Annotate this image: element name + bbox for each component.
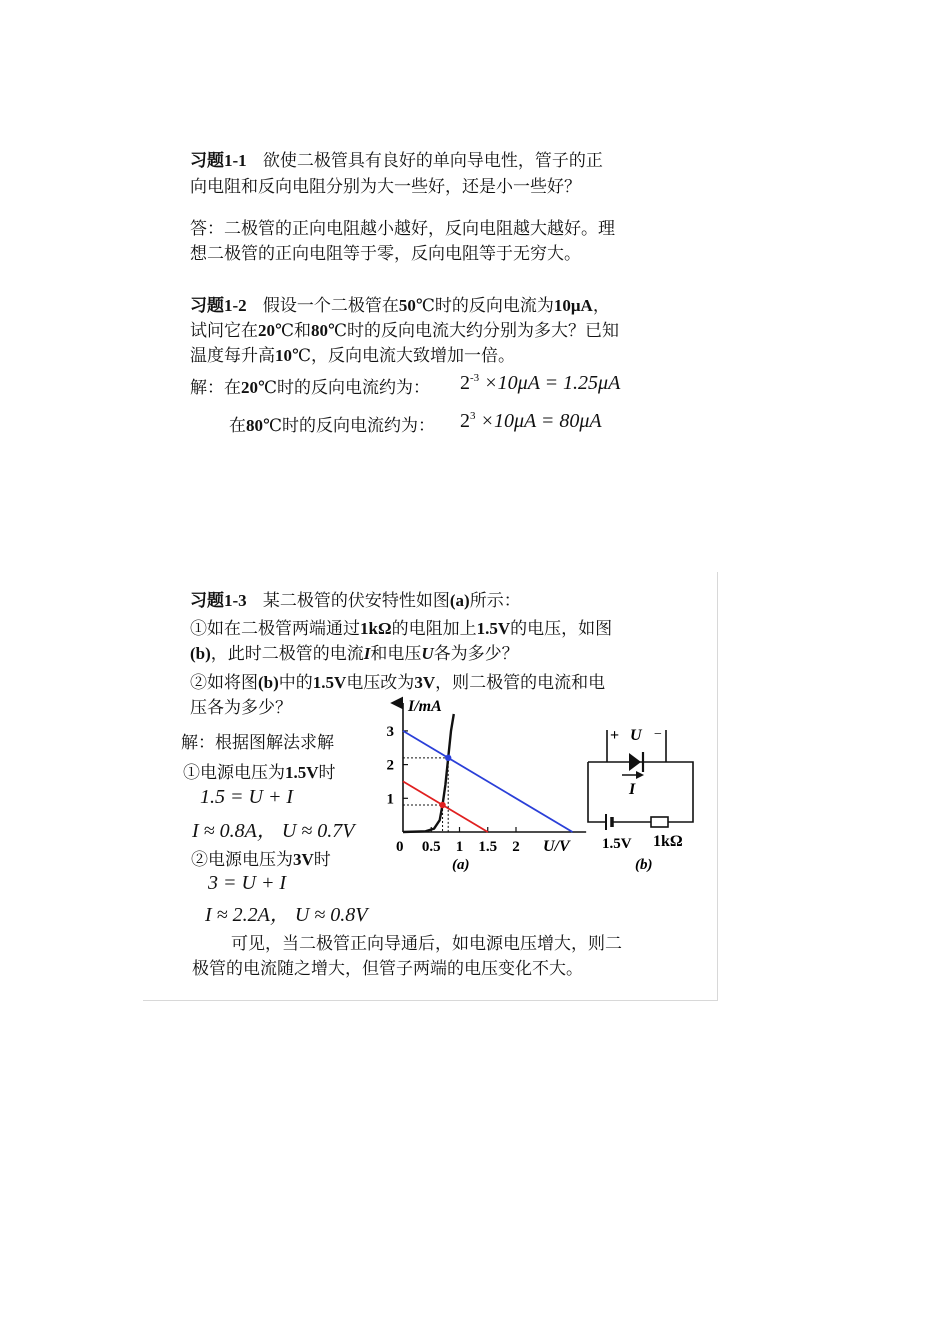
p3-text: 时 (313, 850, 331, 870)
p3-value: 3V (414, 673, 436, 692)
resistor (651, 817, 668, 827)
p3-text: 某二极管的伏安特性如图 (262, 591, 450, 611)
p3-ref: (b) (258, 673, 279, 692)
p1-answer1: 答：二极管的正向电阻越小越好，反向电阻越大越好。理 (190, 219, 615, 239)
p3-case2-eq2: I ≈ 2.2A， U ≈ 0.8V (205, 904, 368, 926)
p3-text: ②电源电压为 (191, 850, 293, 870)
current-label: I (629, 781, 636, 798)
p1-line2: 向电阻和反向电阻分别为大一些好，还是小一些好？ (190, 177, 581, 197)
p3-text: ②如将图 (190, 673, 258, 693)
p2-line2 (190, 318, 619, 344)
p3-ref: (b) (190, 644, 211, 663)
p2-text: ， (592, 296, 610, 316)
p2-equation2 (460, 410, 602, 433)
p3-case1-eq2: I ≈ 0.8A， U ≈ 0.7V (192, 820, 355, 842)
p2-solution2 (229, 413, 435, 439)
wire-loop (588, 762, 693, 822)
x-axis-label: U/V (543, 838, 570, 855)
p3-line1 (190, 588, 521, 614)
p3-text: 和电压 (370, 644, 422, 664)
p2-temp: 50 (398, 296, 416, 315)
p2-text: ℃时的反向电流约为： (258, 378, 431, 398)
p1-answer2: 想二极管的正向电阻等于零，反向电阻等于无穷大。 (190, 244, 581, 264)
p3-case1-eq1: 1.5 = U + I (200, 786, 294, 808)
resistor-label: 1kΩ (653, 833, 683, 850)
p1-line1 (190, 148, 603, 174)
p3-text: 各为多少？ (433, 644, 519, 664)
p2-text: 试问它在 (190, 321, 258, 341)
p3-conclusion2: 极管的电流随之增大，但管子两端的电压变化不大。 (192, 959, 583, 979)
p3-value: 3V (293, 850, 314, 869)
p3-text: 的电阻加上 (391, 619, 477, 639)
p3-line5: 压各为多少？ (190, 698, 292, 718)
minus-sign: − (654, 727, 662, 742)
p1-label: 习题1-1 (190, 151, 247, 170)
p3-solution: 解：根据图解法求解 (181, 733, 334, 753)
p1-text1: 欲使二极管具有良好的单向导电性，管子的正 (262, 151, 603, 171)
y-tick-label: 2 (386, 757, 394, 774)
chart-caption: (a) (452, 857, 470, 873)
voltage-label: U (630, 727, 642, 744)
p2-text: ℃，反向电流大致增加一倍。 (292, 346, 516, 366)
p3-text: ①如在二极管两端通过 (190, 619, 360, 639)
p2-temp: 80 (246, 416, 263, 435)
p3-var: I (363, 644, 371, 663)
p3-text: 中的 (278, 673, 313, 693)
eq-rest: ×10μA = 80μA (480, 410, 602, 432)
eq-base: 2 (460, 372, 470, 394)
p2-solution1 (190, 375, 430, 401)
p2-line3 (190, 343, 515, 369)
p3-value: 1kΩ (360, 619, 392, 638)
y-tick-label: 1 (386, 791, 394, 808)
p2-text: 假设一个二极管在 (262, 296, 399, 316)
p2-text: ℃时的反向电流大约分别为多大？已知 (328, 321, 620, 341)
p2-text: 温度每升高 (190, 346, 275, 366)
p2-text: ℃时的反向电流约为： (263, 416, 436, 436)
plus-sign: + (610, 727, 620, 744)
arrow-head-icon (636, 771, 644, 779)
p3-conclusion1: 可见，当二极管正向导通后，如电源电压增大，则二 (231, 934, 622, 954)
eq-rest: ×10μA = 1.25μA (484, 372, 621, 394)
p3-line2 (190, 616, 612, 642)
p3-case1 (183, 760, 336, 786)
eq-exponent: -3 (470, 372, 480, 384)
source-label: 1.5V (602, 836, 632, 852)
x-tick-label: 0.5 (421, 839, 441, 855)
p2-text: ℃时的反向电流为 (415, 296, 554, 316)
iv-characteristic-chart (378, 693, 588, 878)
p3-text: 电压改为 (346, 673, 415, 693)
p3-text: ，则二极管的电流和电 (435, 673, 606, 693)
p2-line1 (190, 293, 610, 319)
p3-value: 1.5V (312, 673, 347, 692)
x-tick-label: 1.5 (478, 839, 498, 855)
x-tick-label: 1 (455, 839, 464, 855)
p2-current: 10μA (553, 296, 593, 315)
p3-text: ①电源电压为 (183, 763, 285, 783)
p2-temp: 10 (275, 346, 292, 365)
series-line-3 (403, 731, 573, 832)
chart-layer (387, 703, 587, 855)
p3-case2 (191, 847, 331, 873)
operating-point-2 (445, 755, 451, 761)
diode-icon (629, 753, 641, 771)
series-line-1 (403, 714, 454, 832)
circuit-diagram (580, 718, 705, 878)
eq-base: 2 (460, 410, 470, 432)
p2-label: 习题1-2 (190, 296, 247, 315)
circuit-caption: (b) (635, 857, 653, 873)
p3-case2-eq1: 3 = U + I (208, 872, 287, 894)
p2-temp: 20 (258, 321, 275, 340)
y-tick-label: 3 (386, 723, 394, 740)
p2-text: 解：在 (190, 378, 241, 398)
p2-equation1 (460, 372, 620, 395)
y-axis-label: I/mA (408, 698, 442, 715)
p3-text: 时 (318, 763, 336, 783)
origin-label: 0 (396, 839, 404, 855)
p2-temp: 80 (311, 321, 329, 340)
operating-point-1 (439, 802, 445, 808)
p2-text: 在 (229, 416, 246, 436)
p2-temp: 20 (241, 378, 258, 397)
p3-ref: (a) (449, 591, 470, 610)
x-tick-label: 2 (512, 839, 520, 855)
p3-var: U (421, 644, 434, 663)
p3-value: 1.5V (476, 619, 511, 638)
p3-text: ，此时二极管的电流 (210, 644, 364, 664)
p3-value: 1.5V (285, 763, 319, 782)
p2-text: ℃和 (275, 321, 312, 341)
p3-text: 所示： (469, 591, 521, 611)
p3-text: 的电压，如图 (510, 619, 613, 639)
p3-line3 (190, 641, 519, 667)
p3-label: 习题1-3 (190, 591, 247, 610)
eq-exponent: 3 (470, 410, 476, 422)
